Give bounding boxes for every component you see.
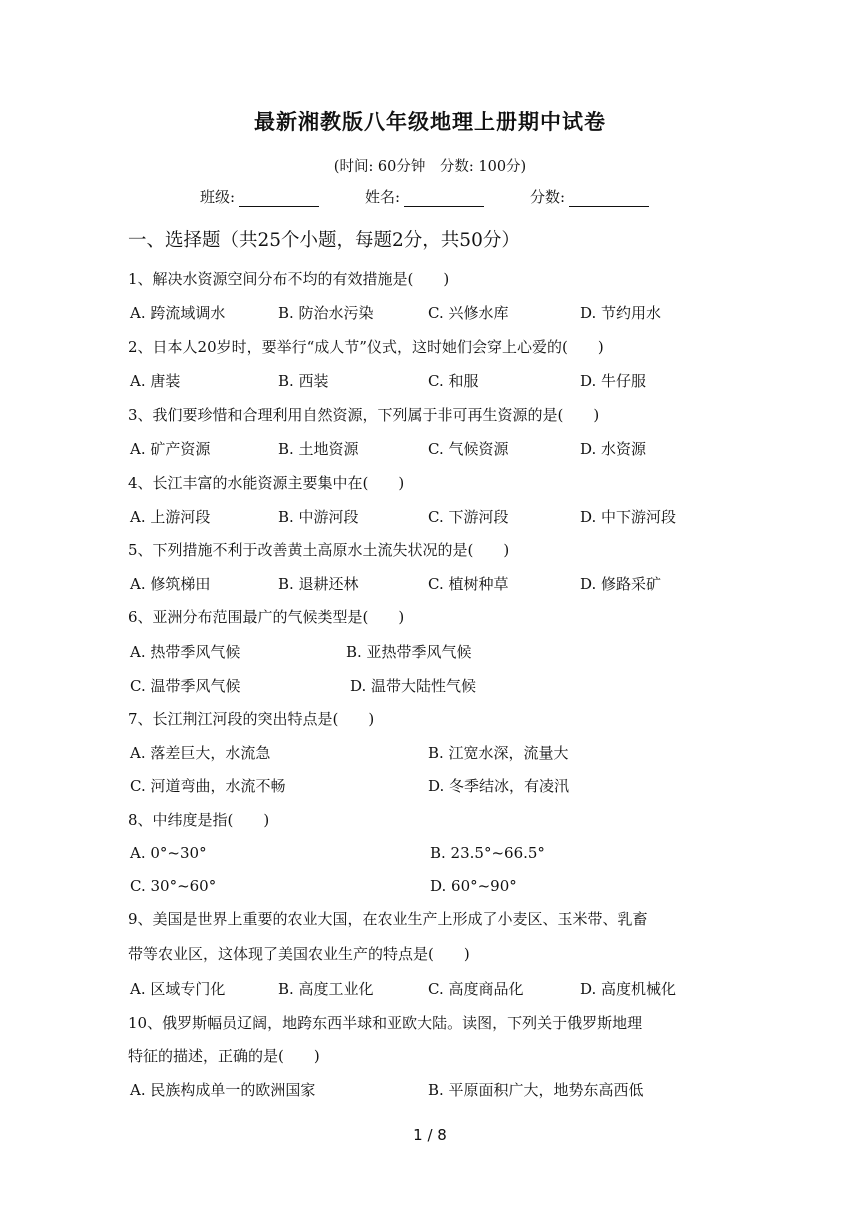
score-field[interactable] xyxy=(530,186,649,207)
q5-option-d[interactable]: D. 修路采矿 xyxy=(580,575,662,593)
exam-title: 最新湘教版八年级地理上册期中试卷 xyxy=(254,109,606,134)
q4-option-b[interactable]: B. 中游河段 xyxy=(278,508,359,526)
q2-option-b[interactable]: B. 西装 xyxy=(278,372,329,390)
question-10-stem-line-1: 10、俄罗斯幅员辽阔，地跨东西半球和亚欧大陆。读图，下列关于俄罗斯地理 xyxy=(128,1014,643,1032)
q3-option-a[interactable]: A. 矿产资源 xyxy=(130,440,211,458)
q3-option-c[interactable]: C. 气候资源 xyxy=(428,440,509,458)
question-4-stem: 4、长江丰富的水能资源主要集中在( ) xyxy=(128,474,405,492)
name-field[interactable] xyxy=(365,186,484,207)
question-6-stem: 6、亚洲分布范围最广的气候类型是( ) xyxy=(128,608,405,626)
q1-option-a[interactable]: A. 跨流域调水 xyxy=(130,304,226,322)
q6-option-b[interactable]: B. 亚热带季风气候 xyxy=(346,643,472,661)
class-field[interactable] xyxy=(200,186,319,207)
question-9-stem-line-1: 9、美国是世界上重要的农业大国，在农业生产上形成了小麦区、玉米带、乳畜 xyxy=(128,910,648,928)
q9-option-d[interactable]: D. 高度机械化 xyxy=(580,980,677,998)
q10-option-b[interactable]: B. 平原面积广大，地势东高西低 xyxy=(428,1081,644,1099)
q8-option-a[interactable]: A. 0°~30° xyxy=(130,844,207,862)
exam-time-score: (时间: 60分钟 分数: 100分) xyxy=(333,159,527,175)
q7-option-a[interactable]: A. 落差巨大，水流急 xyxy=(130,744,271,762)
class-blank[interactable] xyxy=(239,188,319,207)
q5-option-a[interactable]: A. 修筑梯田 xyxy=(130,575,211,593)
question-1-stem: 1、解决水资源空间分布不均的有效措施是( ) xyxy=(128,270,450,288)
score-label: 分数: xyxy=(530,188,566,206)
q9-option-a[interactable]: A. 区域专门化 xyxy=(130,980,226,998)
q8-option-c[interactable]: C. 30°~60° xyxy=(130,877,217,895)
q5-option-b[interactable]: B. 退耕还林 xyxy=(278,575,359,593)
q3-option-b[interactable]: B. 土地资源 xyxy=(278,440,359,458)
score-blank[interactable] xyxy=(569,188,649,207)
q7-option-c[interactable]: C. 河道弯曲，水流不畅 xyxy=(130,777,286,795)
q3-option-d[interactable]: D. 水资源 xyxy=(580,440,647,458)
q1-option-d[interactable]: D. 节约用水 xyxy=(580,304,662,322)
section-title: 一、选择题（共25个小题，每题2分，共50分） xyxy=(128,230,520,251)
q4-option-c[interactable]: C. 下游河段 xyxy=(428,508,509,526)
q6-option-a[interactable]: A. 热带季风气候 xyxy=(130,643,241,661)
page-number: 1 / 8 xyxy=(413,1126,447,1144)
q9-option-b[interactable]: B. 高度工业化 xyxy=(278,980,374,998)
q6-option-c[interactable]: C. 温带季风气候 xyxy=(130,677,241,695)
name-blank[interactable] xyxy=(404,188,484,207)
q5-option-c[interactable]: C. 植树种草 xyxy=(428,575,509,593)
q9-option-c[interactable]: C. 高度商品化 xyxy=(428,980,524,998)
q2-option-a[interactable]: A. 唐装 xyxy=(130,372,181,390)
q2-option-d[interactable]: D. 牛仔服 xyxy=(580,372,647,390)
question-8-stem: 8、中纬度是指( ) xyxy=(128,811,270,829)
question-9-stem-line-2: 带等农业区，这体现了美国农业生产的特点是( ) xyxy=(128,945,470,963)
q7-option-d[interactable]: D. 冬季结冰，有凌汛 xyxy=(428,777,570,795)
name-label: 姓名: xyxy=(365,188,401,206)
q10-option-a[interactable]: A. 民族构成单一的欧洲国家 xyxy=(130,1081,316,1099)
q4-option-d[interactable]: D. 中下游河段 xyxy=(580,508,677,526)
question-2-stem: 2、日本人20岁时，要举行“成人节”仪式，这时她们会穿上心爱的( ) xyxy=(128,338,604,356)
q7-option-b[interactable]: B. 江宽水深，流量大 xyxy=(428,744,569,762)
q1-option-c[interactable]: C. 兴修水库 xyxy=(428,304,509,322)
question-5-stem: 5、下列措施不利于改善黄土高原水土流失状况的是( ) xyxy=(128,541,510,559)
class-label: 班级: xyxy=(200,188,236,206)
q1-option-b[interactable]: B. 防治水污染 xyxy=(278,304,374,322)
q8-option-b[interactable]: B. 23.5°~66.5° xyxy=(430,844,545,862)
q8-option-d[interactable]: D. 60°~90° xyxy=(430,877,517,895)
question-7-stem: 7、长江荆江河段的突出特点是( ) xyxy=(128,710,375,728)
q2-option-c[interactable]: C. 和服 xyxy=(428,372,479,390)
q6-option-d[interactable]: D. 温带大陆性气候 xyxy=(350,677,477,695)
q4-option-a[interactable]: A. 上游河段 xyxy=(130,508,211,526)
question-10-stem-line-2: 特征的描述，正确的是( ) xyxy=(128,1047,320,1065)
question-3-stem: 3、我们要珍惜和合理利用自然资源，下列属于非可再生资源的是( ) xyxy=(128,406,600,424)
